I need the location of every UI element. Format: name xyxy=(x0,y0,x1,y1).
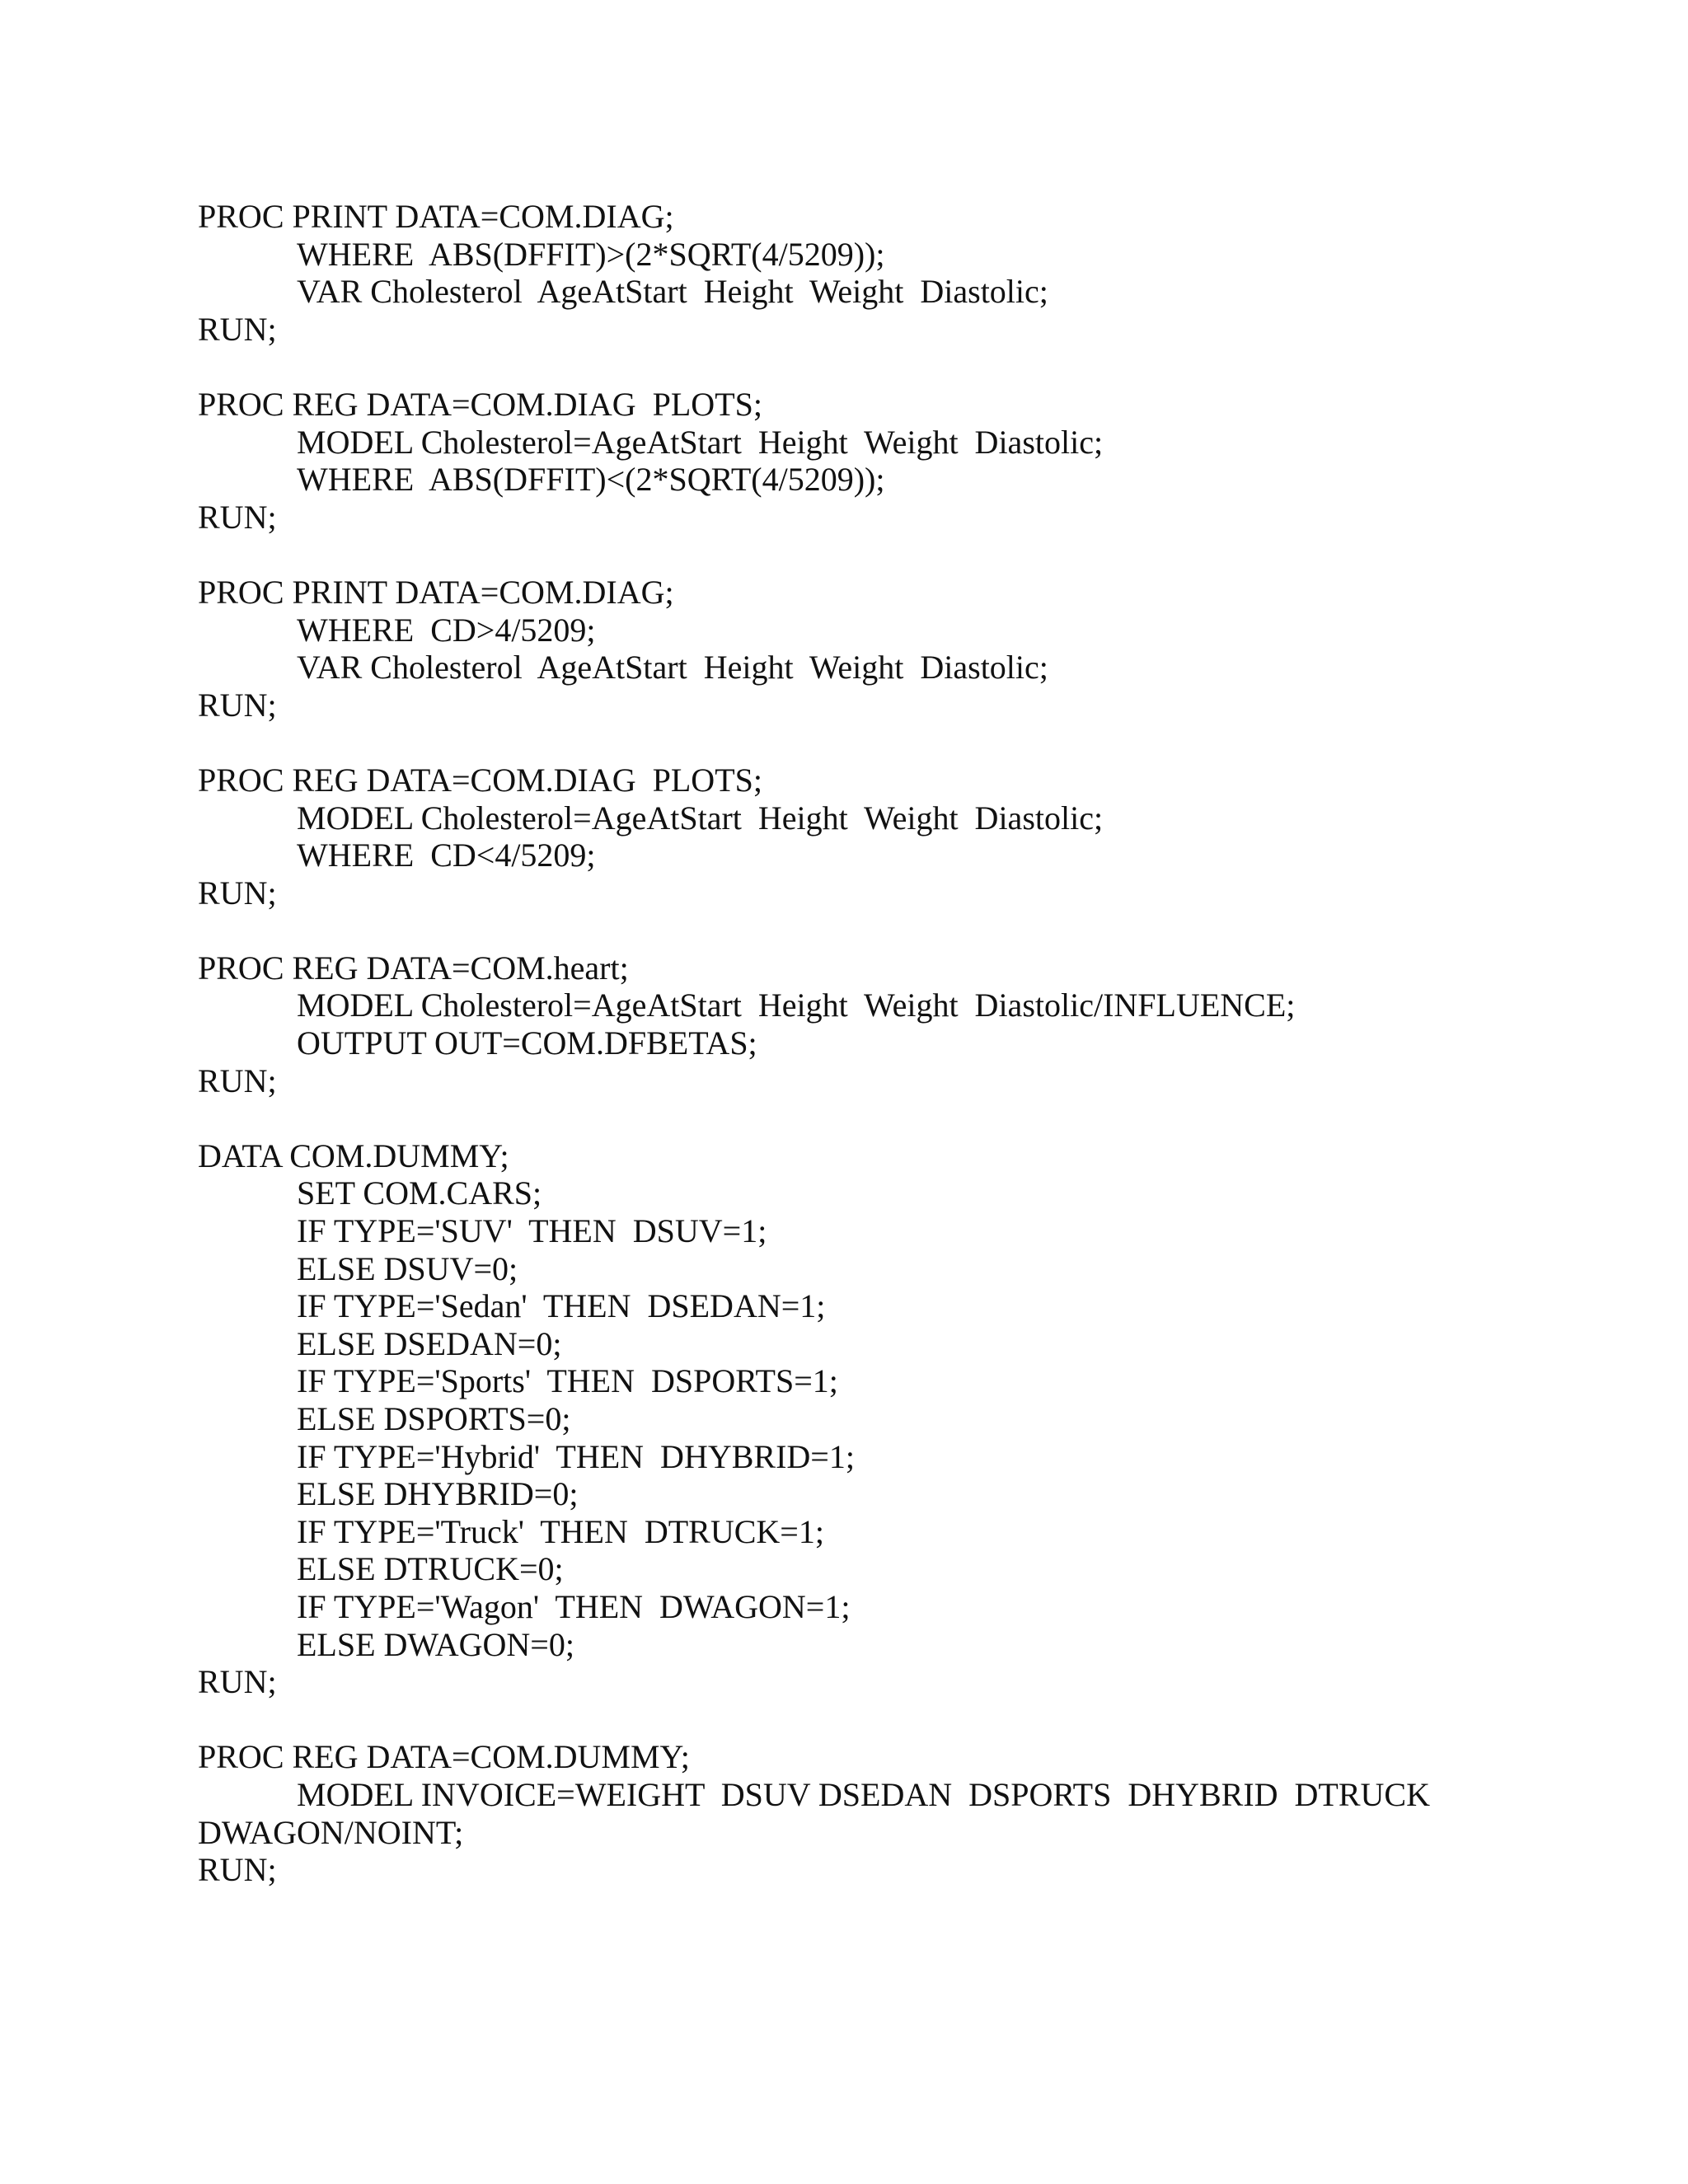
code-line: ELSE DSPORTS=0; xyxy=(297,1400,571,1437)
code-block xyxy=(198,949,1615,1099)
code-block xyxy=(198,762,1615,912)
block-separator xyxy=(198,724,1615,762)
code-line: IF TYPE='Truck' THEN DTRUCK=1; xyxy=(297,1512,824,1550)
code-line: RUN; xyxy=(198,498,277,536)
code-line: PROC REG DATA=COM.DIAG PLOTS; xyxy=(198,761,762,799)
code-line: VAR Cholesterol AgeAtStart Height Weight Diastolic; xyxy=(297,649,1048,687)
code-line: IF TYPE='Sports' THEN DSPORTS=1; xyxy=(297,1362,838,1400)
code-line: ELSE DWAGON=0; xyxy=(297,1625,574,1663)
code-line: RUN; xyxy=(198,1062,277,1099)
code-line: MODEL Cholesterol=AgeAtStart Height Weight Diastolic; xyxy=(297,423,1104,461)
block-separator xyxy=(198,1701,1615,1739)
code-line: ELSE DSUV=0; xyxy=(297,1249,518,1287)
block-separator xyxy=(198,536,1615,574)
code-line: IF TYPE='Wagon' THEN DWAGON=1; xyxy=(297,1587,851,1625)
code-line: OUTPUT OUT=COM.DFBETAS; xyxy=(297,1024,757,1062)
code-line: WHERE ABS(DFFIT)>(2*SQRT(4/5209)); xyxy=(297,235,885,273)
code-line: WHERE CD>4/5209; xyxy=(297,611,596,649)
code-line: PROC REG DATA=COM.heart; xyxy=(198,949,629,987)
code-line: MODEL Cholesterol=AgeAtStart Height Weight Diastolic; xyxy=(297,799,1104,837)
code-block xyxy=(198,198,1615,348)
code-line: IF TYPE='SUV' THEN DSUV=1; xyxy=(297,1212,767,1250)
code-line: WHERE ABS(DFFIT)<(2*SQRT(4/5209)); xyxy=(297,461,885,499)
code-line: ELSE DTRUCK=0; xyxy=(297,1550,564,1588)
code-block xyxy=(198,574,1615,724)
code-line: DATA COM.DUMMY; xyxy=(198,1137,509,1174)
code-block xyxy=(198,1137,1615,1701)
code-line: RUN; xyxy=(198,1663,277,1701)
code-block xyxy=(198,386,1615,536)
block-separator xyxy=(198,1099,1615,1137)
code-line: IF TYPE='Sedan' THEN DSEDAN=1; xyxy=(297,1287,826,1325)
code-line: PROC REG DATA=COM.DUMMY; xyxy=(198,1738,690,1776)
code-line: PROC PRINT DATA=COM.DIAG; xyxy=(198,573,674,611)
block-separator xyxy=(198,348,1615,386)
code-line: PROC REG DATA=COM.DIAG PLOTS; xyxy=(198,385,762,423)
code-line: RUN; xyxy=(198,686,277,724)
code-line: MODEL INVOICE=WEIGHT DSUV DSEDAN DSPORTS DHYBRID DTRUCK xyxy=(297,1775,1430,1813)
code-block xyxy=(198,1738,1615,1888)
code-line: PROC PRINT DATA=COM.DIAG; xyxy=(198,198,674,235)
code-line: DWAGON/NOINT; xyxy=(198,1813,464,1851)
code-line: WHERE CD<4/5209; xyxy=(297,837,596,874)
code-line: RUN; xyxy=(198,310,277,348)
block-separator xyxy=(198,912,1615,949)
code-line: RUN; xyxy=(198,874,277,912)
code-line: RUN; xyxy=(198,1851,277,1889)
code-line: VAR Cholesterol AgeAtStart Height Weight Diastolic; xyxy=(297,273,1048,311)
code-line: IF TYPE='Hybrid' THEN DHYBRID=1; xyxy=(297,1437,855,1475)
sas-code-listing xyxy=(198,198,1615,1889)
code-line: ELSE DHYBRID=0; xyxy=(297,1475,579,1513)
code-line: MODEL Cholesterol=AgeAtStart Height Weight Diastolic/INFLUENCE; xyxy=(297,987,1296,1024)
code-line: SET COM.CARS; xyxy=(297,1174,542,1212)
code-line: ELSE DSEDAN=0; xyxy=(297,1324,562,1362)
